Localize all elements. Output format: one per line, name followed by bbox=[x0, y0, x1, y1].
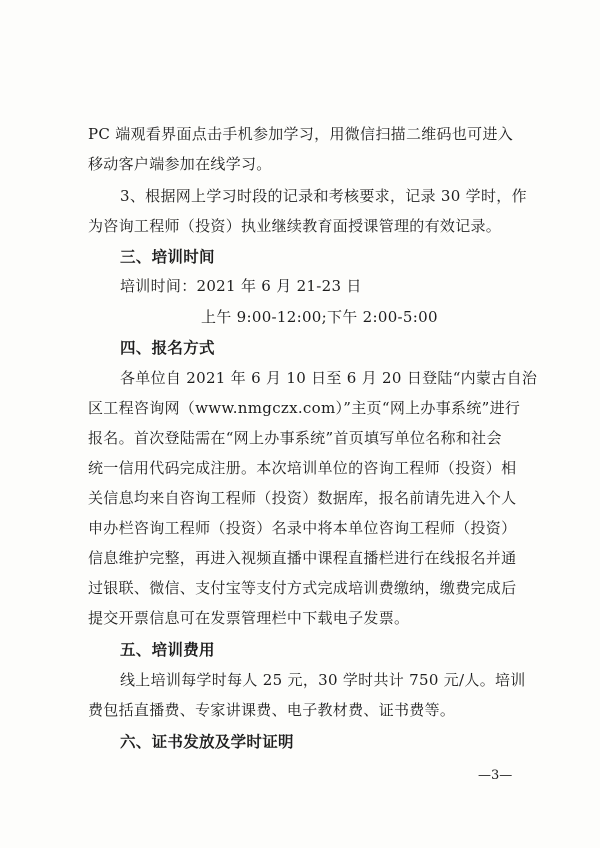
paragraph-line: 3、根据网上学习时段的记录和考核要求，记录 30 学时，作 bbox=[120, 187, 527, 205]
section-heading-training-time: 三、培训时间 bbox=[120, 247, 215, 266]
training-hours-line: 上午 9:00-12:00;下午 2:00-5:00 bbox=[201, 308, 438, 326]
paragraph-line: 移动客户端参加在线学习。 bbox=[88, 155, 272, 173]
paragraph-line: 统一信用代码完成注册。本次培训单位的咨询工程师（投资）相 bbox=[88, 459, 517, 477]
paragraph-line: 信息维护完整，再进入视频直播中课程直播栏进行在线报名并通 bbox=[88, 549, 517, 567]
paragraph-line: 线上培训每学时每人 25 元，30 学时共计 750 元/人。培训 bbox=[120, 671, 526, 689]
paragraph-line: 提交开票信息可在发票管理栏中下载电子发票。 bbox=[88, 609, 410, 627]
page-number: —3— bbox=[478, 768, 513, 783]
training-time-line: 培训时间：2021 年 6 月 21-23 日 bbox=[120, 277, 362, 295]
paragraph-line: 为咨询工程师（投资）执业继续教育面授课管理的有效记录。 bbox=[88, 217, 502, 235]
paragraph-line: 各单位自 2021 年 6 月 10 日至 6 月 20 日登陆“内蒙古自治 bbox=[120, 369, 538, 387]
section-heading-certificate: 六、证书发放及学时证明 bbox=[120, 732, 294, 751]
paragraph-line: PC 端观看界面点击手机参加学习，用微信扫描二维码也可进入 bbox=[88, 125, 514, 143]
paragraph-line: 关信息均来自咨询工程师（投资）数据库，报名前请先进入个人 bbox=[88, 489, 517, 507]
paragraph-line: 区工程咨询网（www.nmgczx.com）”主页“网上办事系统”进行 bbox=[88, 399, 521, 417]
section-heading-fees: 五、培训费用 bbox=[120, 640, 215, 659]
paragraph-line: 费包括直播费、专家讲课费、电子教材费、证书费等。 bbox=[88, 701, 456, 719]
paragraph-line: 申办栏咨询工程师（投资）名录中将本单位咨询工程师（投资） bbox=[88, 519, 517, 537]
paragraph-line: 报名。首次登陆需在“网上办事系统”首页填写单位名称和社会 bbox=[88, 429, 502, 447]
section-heading-registration: 四、报名方式 bbox=[120, 338, 215, 357]
paragraph-line: 过银联、微信、支付宝等支付方式完成培训费缴纳，缴费完成后 bbox=[88, 579, 517, 597]
